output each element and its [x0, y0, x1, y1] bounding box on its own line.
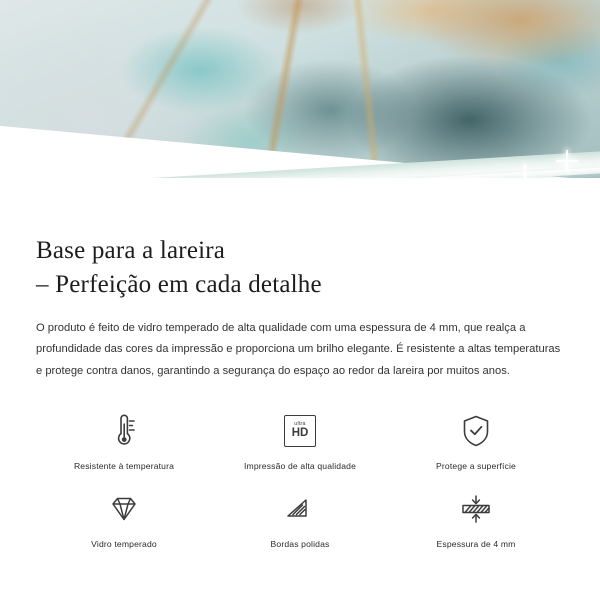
polished-edges-icon	[282, 487, 318, 531]
thickness-arrows-icon	[457, 487, 495, 531]
feature-item-temperature-resistant	[36, 409, 212, 471]
feature-label: Bordas polidas	[270, 539, 330, 550]
feature-label: Espessura de 4 mm	[436, 539, 516, 550]
badge-main-text: HD	[291, 427, 309, 440]
feature-item-high-quality-print	[212, 409, 388, 471]
thermometer-icon	[107, 409, 141, 453]
feature-label: Protege a superfície	[436, 461, 516, 472]
page-title-line-2: – Perfeição em cada detalhe	[36, 270, 322, 298]
feature-item-thickness	[388, 487, 564, 549]
shield-check-icon	[460, 409, 492, 453]
page-title-line-1: Base para a lareira	[36, 237, 226, 264]
feature-label: Resistente à temperatura	[73, 461, 175, 472]
page-title	[36, 234, 564, 302]
ultra-hd-badge-icon	[284, 409, 316, 453]
feature-item-polished-edges	[212, 487, 388, 549]
diamond-icon	[106, 487, 142, 531]
badge-top-text: ultra	[294, 421, 306, 428]
product-description-text: O produto é feito de vidro temperado de alta qualidade com uma espessura de 4 mm, que realça a profundidade das cores da impressão e proporciona um brilho elegante. É resistente a altas temperaturas e protege contra danos, garantindo a segurança do espaço ao redor da lareira por muitos anos.	[36, 321, 561, 378]
feature-item-surface-protection	[388, 409, 564, 471]
feature-grid	[36, 409, 564, 549]
content-area	[0, 234, 600, 549]
feature-item-tempered-glass	[36, 487, 212, 549]
feature-label: Impressão de alta qualidade	[243, 461, 357, 472]
feature-label: Vidro temperado	[91, 539, 157, 550]
hero-product-image	[0, 0, 600, 218]
artwork-bottom-mask	[0, 178, 600, 218]
